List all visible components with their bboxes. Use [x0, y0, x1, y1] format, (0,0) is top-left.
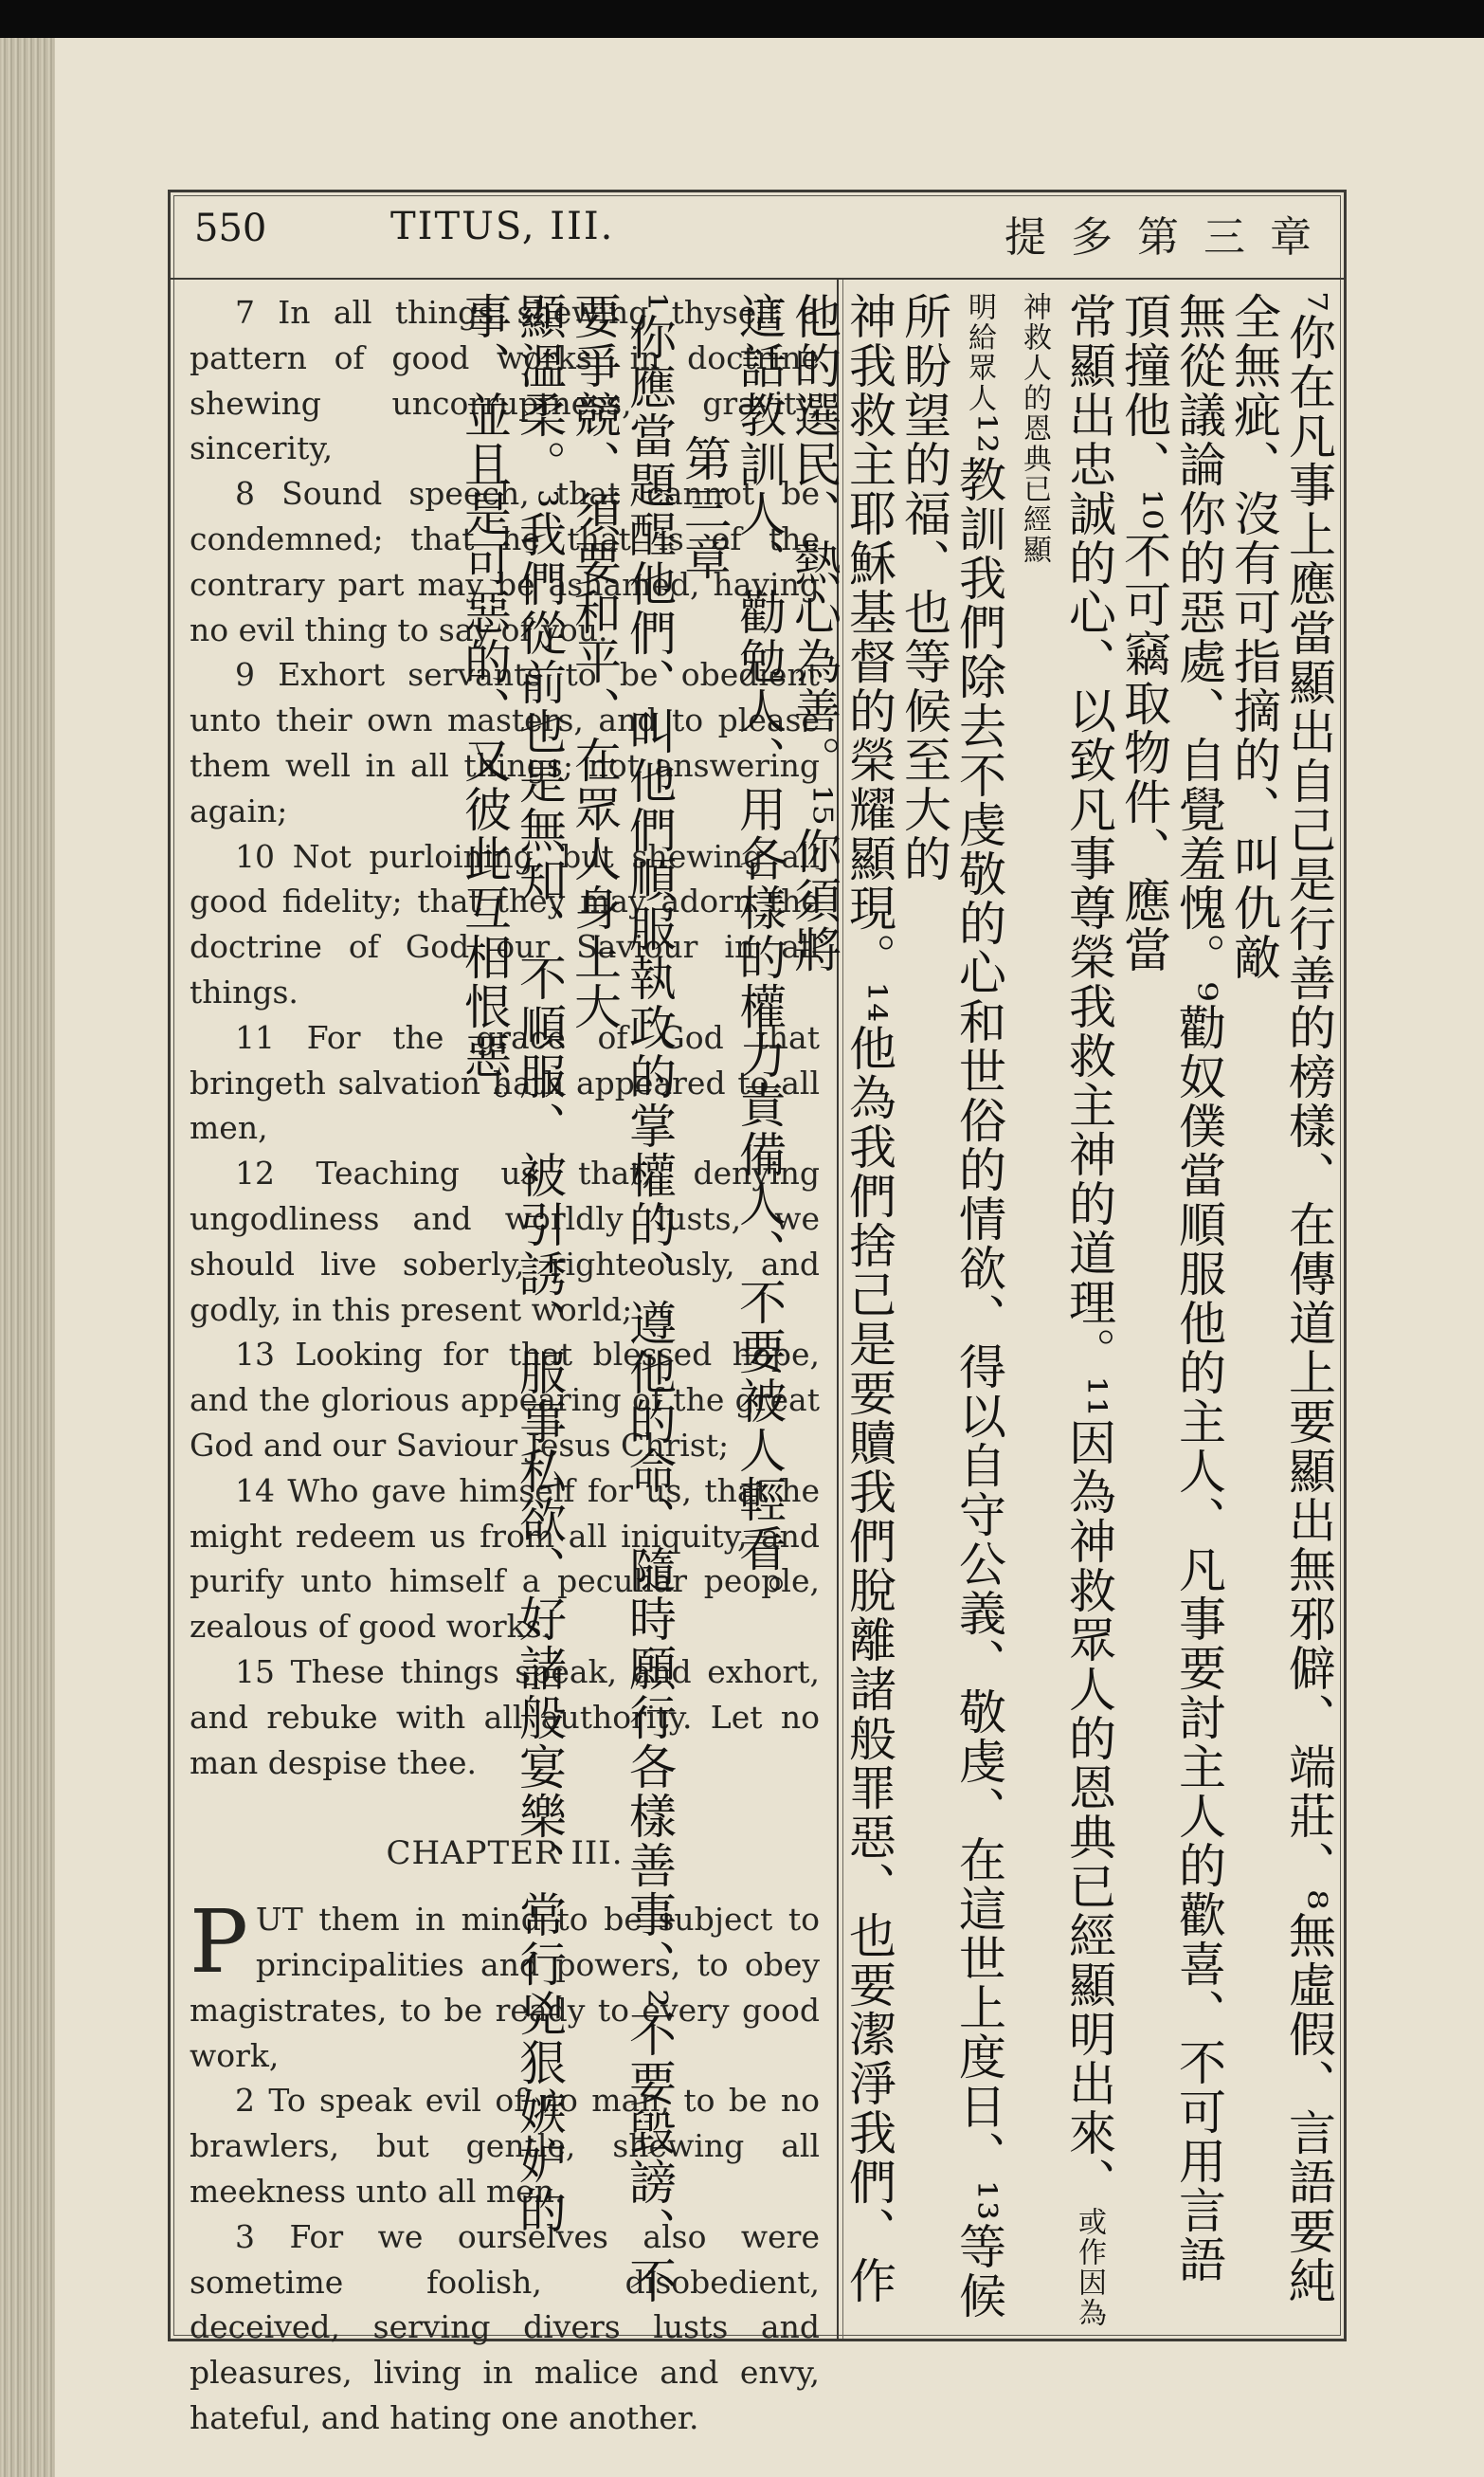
verse-number: 15	[235, 1652, 275, 1690]
verse-number: 14	[235, 1471, 275, 1509]
chinese-note: 明給眾人	[963, 292, 996, 413]
header-rule	[171, 278, 1344, 280]
verse-number: 12	[235, 1155, 275, 1193]
verse-text: For the grace of God that bringeth salvation hath appeared to all men,	[190, 1018, 820, 1147]
chinese-note: 或作因為神救人的恩典已經顯	[1018, 292, 1106, 2329]
chinese-line-2: 無從議論你的惡處、自覺羞愧。⁹勸奴僕當順服他的主人、凡事要討主人的歡喜、不可用言語頂撞他、¹⁰不可竊取物件、應當	[1116, 292, 1226, 2286]
chinese-line-6: 這話教訓人、勸勉人、用各樣的權力責備人、不要被人輕看。	[732, 292, 787, 1623]
chinese-line-1: ⁷你在凡事上應當顯出自己是行善的榜樣、在傳道上要顯出無邪僻、端莊、⁸無虛假、言語要純全無疵、沒有可指摘的、叫仇敵	[1226, 292, 1336, 2306]
chapter-heading: CHAPTER III.	[386, 1834, 624, 1873]
chinese-line-9: 顯溫柔。³我們從前也是無知、不順服、被引誘、服事私欲、好諸般宴樂、常行兇狠嫉妒的事、並且是可惡的、又彼此互相恨惡。	[457, 292, 567, 2236]
verse-text: Not purloining, but shewing all good fidelity; that they may adorn the doctrine of God our Saviour in all things.	[190, 837, 820, 1011]
verse-text: Looking for that blessed hope, and the glorious appearing of the great God and our Saviour Jesus Christ;	[190, 1336, 820, 1464]
chinese-line-4	[896, 292, 1006, 2330]
verse-number: 8	[235, 475, 255, 513]
chinese-text: ¹²教訓我們除去不虔敬的心和世俗的情欲、得以自守公義、敬虔、在這世上度日、¹³等候所盼望的福、也等候至大的	[896, 292, 1006, 2322]
verse-number: 13	[235, 1336, 275, 1374]
verse-text: In all things shewing thyself a pattern of good works: in doctrine shewing uncorruptness, gravity, sincerity,	[190, 294, 820, 467]
chinese-chapter-heading: 第三章	[677, 434, 732, 582]
chinese-line-3	[1006, 292, 1116, 2330]
verse-text: Exhort servants to be obedient unto their own masters, and to please them well in all things; not answering again;	[190, 656, 820, 829]
page-number: 550	[194, 207, 267, 250]
chinese-running-title: 提多第三章	[1004, 213, 1336, 262]
chinese-line-8: ¹你應當題醒他們、叫他們順服執政的掌權的、遵他的命、隨時願行各樣善事、²不要毀謗、不要爭競、須要和平、在眾人身上大	[567, 292, 677, 2306]
drop-cap: P	[190, 1891, 248, 1994]
verse-text: These things speak, and exhort, and rebuke with all authority. Let no man despise thee.	[190, 1652, 820, 1781]
verse-number: 7	[235, 294, 255, 331]
verse-number: 3	[235, 2217, 255, 2255]
verse-number: 2	[235, 2082, 255, 2120]
book-page-edges	[0, 38, 59, 2477]
verse-text: Sound speech, that cannot be condemned; that he that is of the contrary part may be ashamed, having no evil thing to say of you.	[190, 475, 820, 648]
verse-number: 9	[235, 656, 255, 694]
verse-text: To speak evil of no man, to be no brawlers, but gentle, shewing all meekness unto all men.	[190, 2082, 820, 2211]
verse-number: 10	[235, 837, 275, 875]
verse-text: Who gave himself for us, that he might redeem us from all iniquity, and purify unto himself a peculiar people, zealous of good works.	[190, 1471, 820, 1646]
chinese-text: 常顯出忠誠的心、以致凡事尊榮我救主神的道理。¹¹因為神救眾人的恩典已經顯明出來、	[1061, 292, 1116, 2208]
verse-text: Teaching us that, denying ungodliness and worldly lusts, we should live soberly, righteously, and godly, in this present world;	[190, 1155, 820, 1328]
running-title: TITUS, III.	[390, 205, 615, 248]
chinese-line-5: 神我救主耶穌基督的榮耀顯現。¹⁴他為我們捨己是要贖我們脫離諸般罪惡、也要潔淨我們、作他的選民、熱心為善。¹⁵你須將	[787, 292, 896, 2306]
verse-text: For we ourselves also were sometime foolish, disobedient, deceived, serving divers lusts and pleasures, living in malice and envy, hateful, and hating one another.	[190, 2217, 820, 2437]
verse-text: UT them in mind to be subject to principalities and powers, to obey magistrates, to be ready to every good work,	[190, 1901, 820, 2074]
verse-number: 11	[235, 1018, 275, 1056]
